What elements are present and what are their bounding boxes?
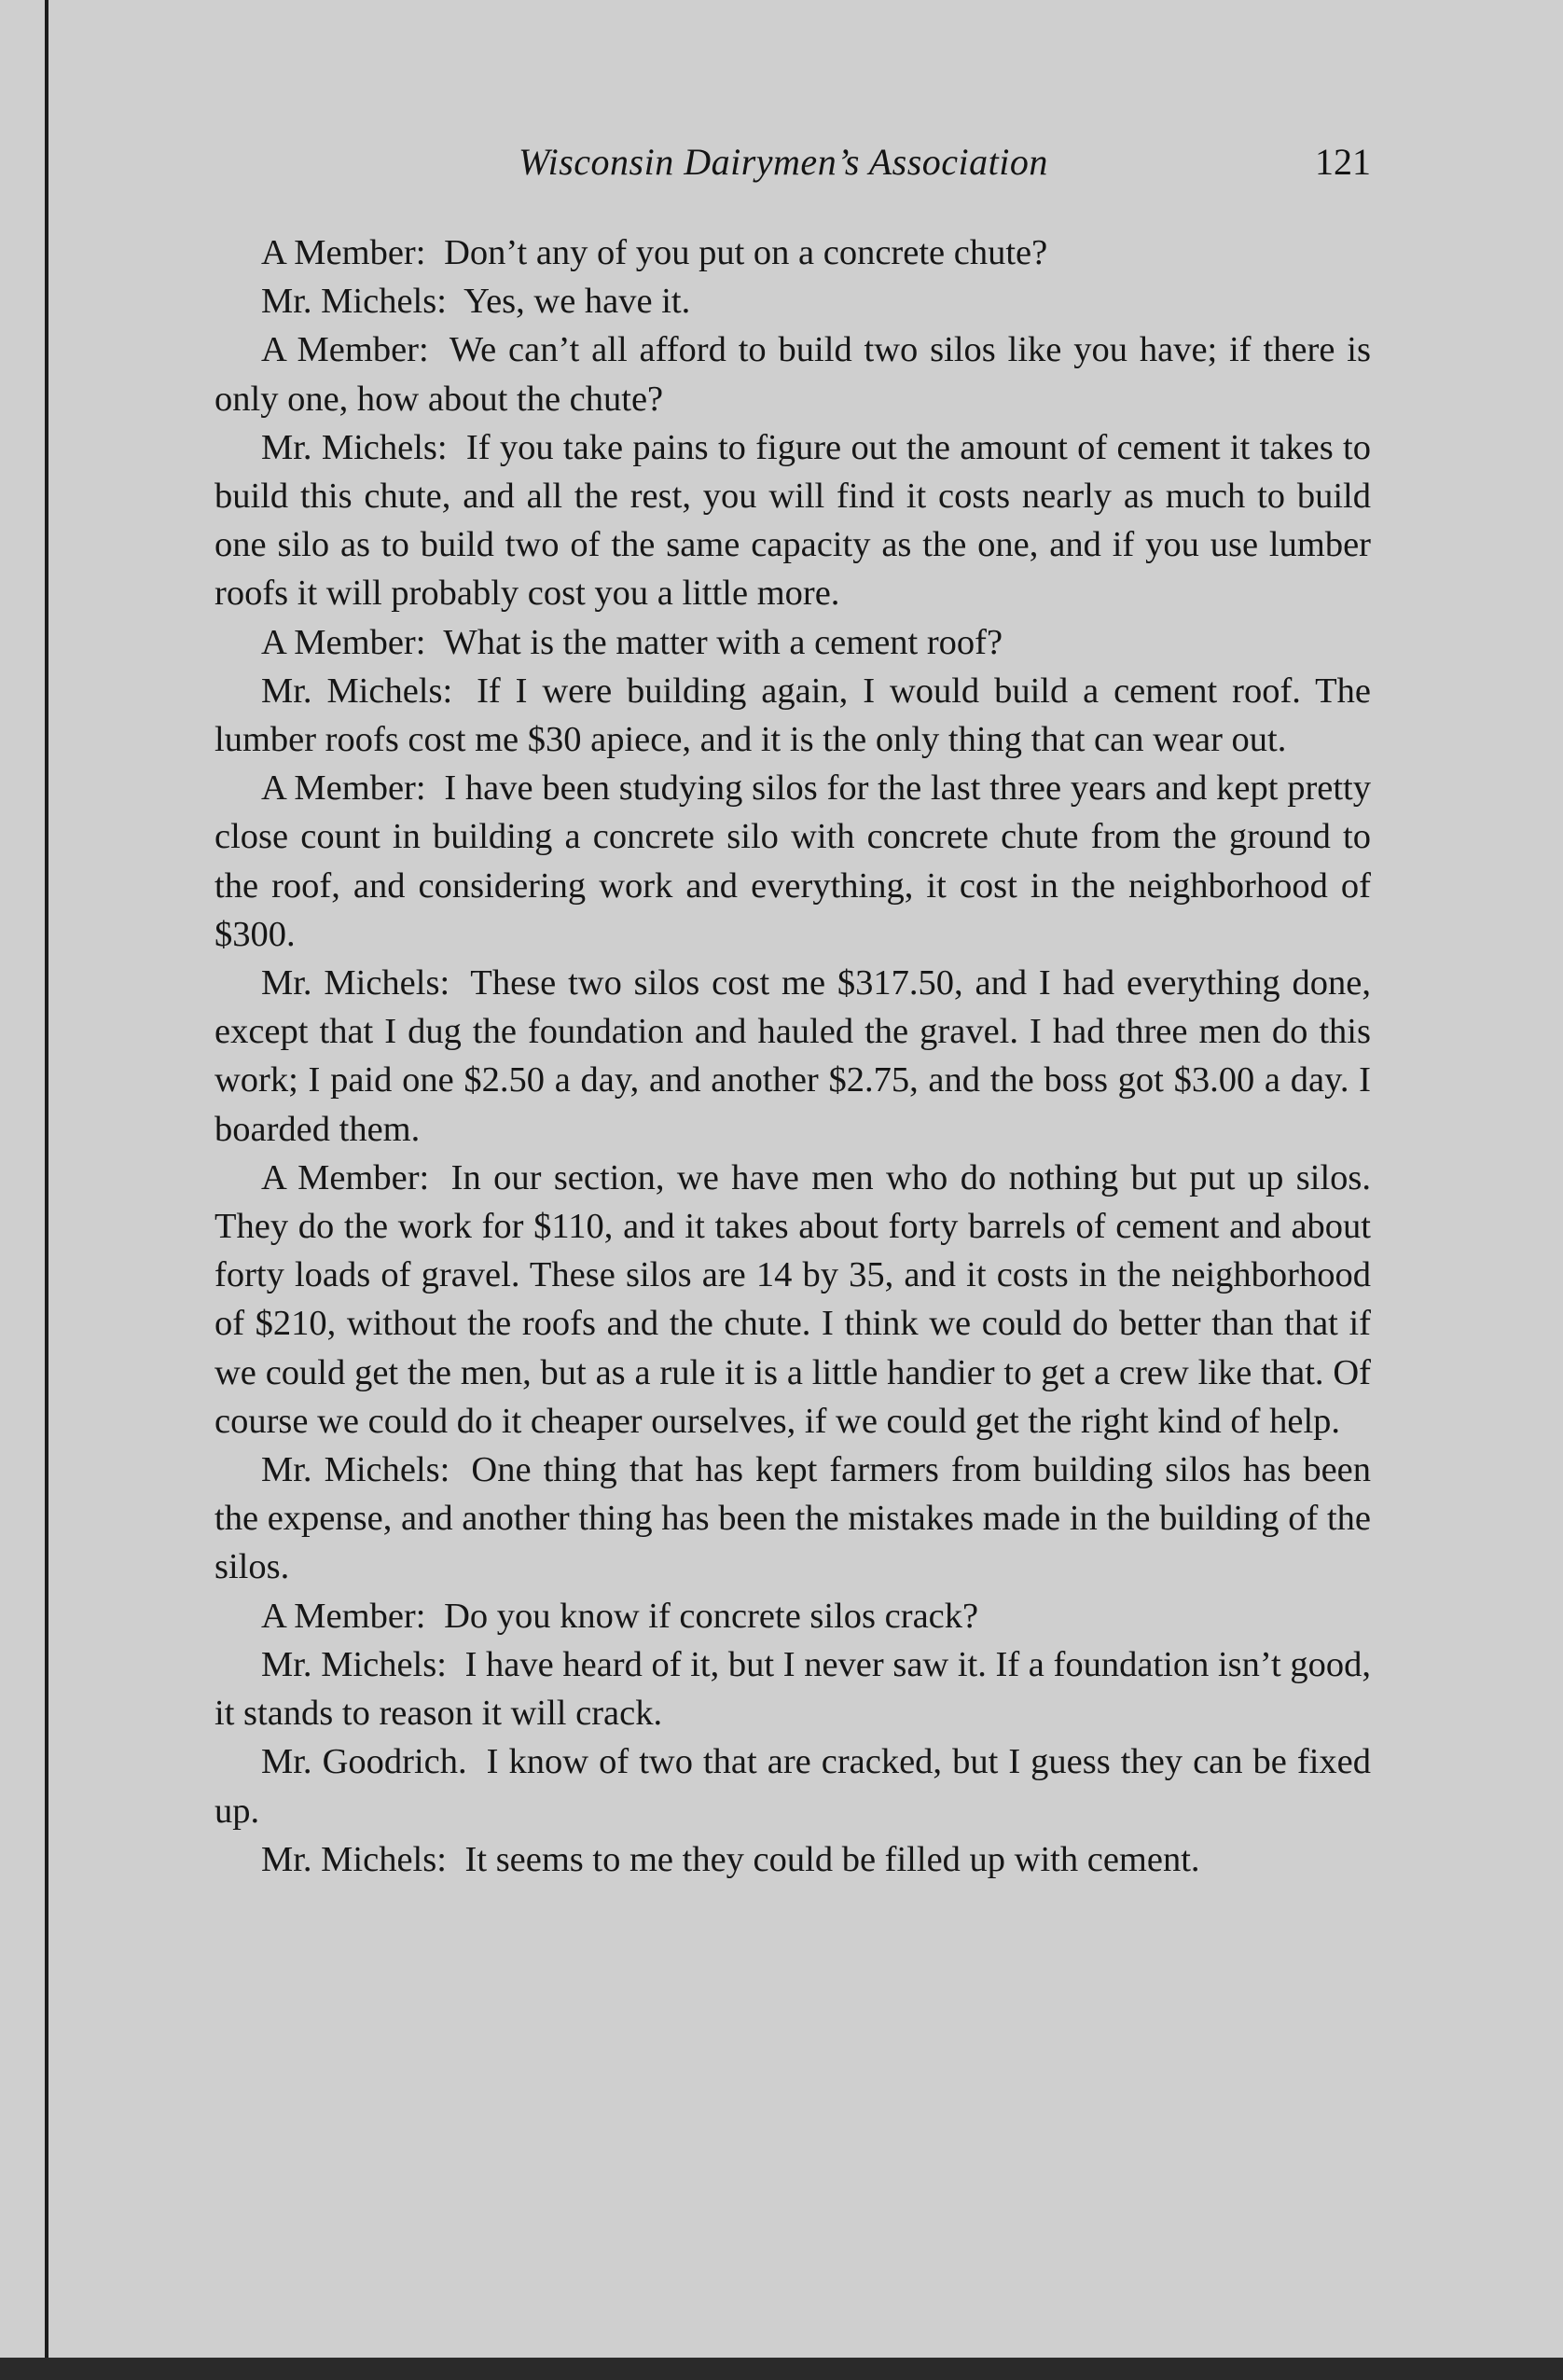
paragraph: [214, 1446, 1371, 1592]
speaker-label: Mr. Michels:: [261, 963, 450, 1003]
paragraph: [214, 277, 1371, 325]
paragraph: [214, 667, 1371, 764]
paragraph-text: Yes, we have it.: [463, 282, 691, 322]
speaker-label: A Member:: [261, 233, 426, 272]
speaker-label: Mr. Goodrich.: [261, 1742, 467, 1782]
speaker-label: A Member:: [261, 768, 426, 809]
paragraph-text: I have been studying silos for the last three years and kept pretty close count in building a concrete silo with concrete chute from the ground to the roof, and considering work and everything, it cost in the neighborhood of $300.: [214, 768, 1372, 954]
page-bottom-edge: [0, 2358, 1563, 2380]
paragraph: [214, 959, 1371, 1154]
paragraph: [214, 228, 1371, 277]
speaker-label: Mr. Michels:: [261, 1644, 447, 1684]
paragraph-text: It seems to me they could be filled up with cement.: [464, 1839, 1200, 1879]
paragraph-text: In our section, we have men who do nothing but put up silos. They do the work for $110, and it takes about forty barrels of cement and about forty loads of gravel. These silos are 14 by 35, and it costs in the neighborhood of $210, without the roofs and the chute. I think we could do better than that if we could get the men, but as a rule it is a little handier to get a crew like that. Of course we could do it cheaper ourselves, if we could get the right kind of help.: [214, 1157, 1371, 1441]
paragraph-text: I know of two that are cracked, but I guess they can be fixed up.: [214, 1742, 1371, 1831]
paragraph-text: Don’t any of you put on a concrete chute?: [444, 233, 1048, 272]
speaker-label: A Member:: [261, 330, 429, 370]
body-text: [214, 228, 1371, 1884]
paragraph: [214, 1592, 1371, 1640]
paragraph-text: Do you know if concrete silos crack?: [444, 1596, 979, 1636]
paragraph: [214, 325, 1371, 422]
speaker-label: Mr. Michels:: [261, 282, 447, 322]
speaker-label: Mr. Michels:: [261, 427, 448, 467]
speaker-label: Mr. Michels:: [261, 1839, 447, 1879]
speaker-label: A Member:: [261, 622, 426, 662]
running-header: [214, 140, 1371, 205]
paragraph: [214, 1640, 1371, 1737]
running-title: Wisconsin Dairymen’s Association: [519, 141, 1048, 183]
paragraph-text: What is the matter with a cement roof?: [443, 622, 1003, 662]
paragraph-text: These two silos cost me $317.50, and I had everything done, except that I dug the foundation and hauled the gravel. I had three men do this work; I paid one $2.50 a day, and another $2.75, and the boss got $3.00 a day. I boarded them.: [214, 963, 1371, 1149]
paragraph-text: If you take pains to figure out the amount of cement it takes to build this chute, and all the rest, you will find it costs nearly as much to build one silo as to build two of the same capacity as the one, and if you use lumber roofs it will probably cost you a little more.: [214, 427, 1371, 614]
speaker-label: A Member:: [261, 1157, 430, 1197]
paragraph: [214, 618, 1371, 667]
speaker-label: A Member:: [261, 1596, 426, 1636]
speaker-label: Mr. Michels:: [261, 671, 453, 711]
paragraph-text: If I were building again, I would build a cement roof. The lumber roofs cost me $30 apiece, and it is the only thing that can wear out.: [214, 671, 1371, 760]
page-number: 121: [1315, 141, 1371, 183]
speaker-label: Mr. Michels:: [261, 1450, 450, 1490]
page-margin-left: [0, 0, 48, 2380]
paragraph: [214, 1835, 1371, 1884]
paragraph: [214, 1737, 1371, 1834]
paragraph: [214, 1154, 1371, 1446]
paragraph: [214, 764, 1371, 959]
paragraph-text: We can’t all afford to build two silos like you have; if there is only one, how about the chute?: [214, 330, 1371, 419]
paragraph-text: One thing that has kept farmers from building silos has been the expense, and another thing has been the mistakes made in the building of the silos.: [214, 1450, 1371, 1587]
paragraph-text: I have heard of it, but I never saw it. If a foundation isn’t good, it stands to reason it will crack.: [214, 1644, 1372, 1734]
paragraph: [214, 423, 1371, 618]
